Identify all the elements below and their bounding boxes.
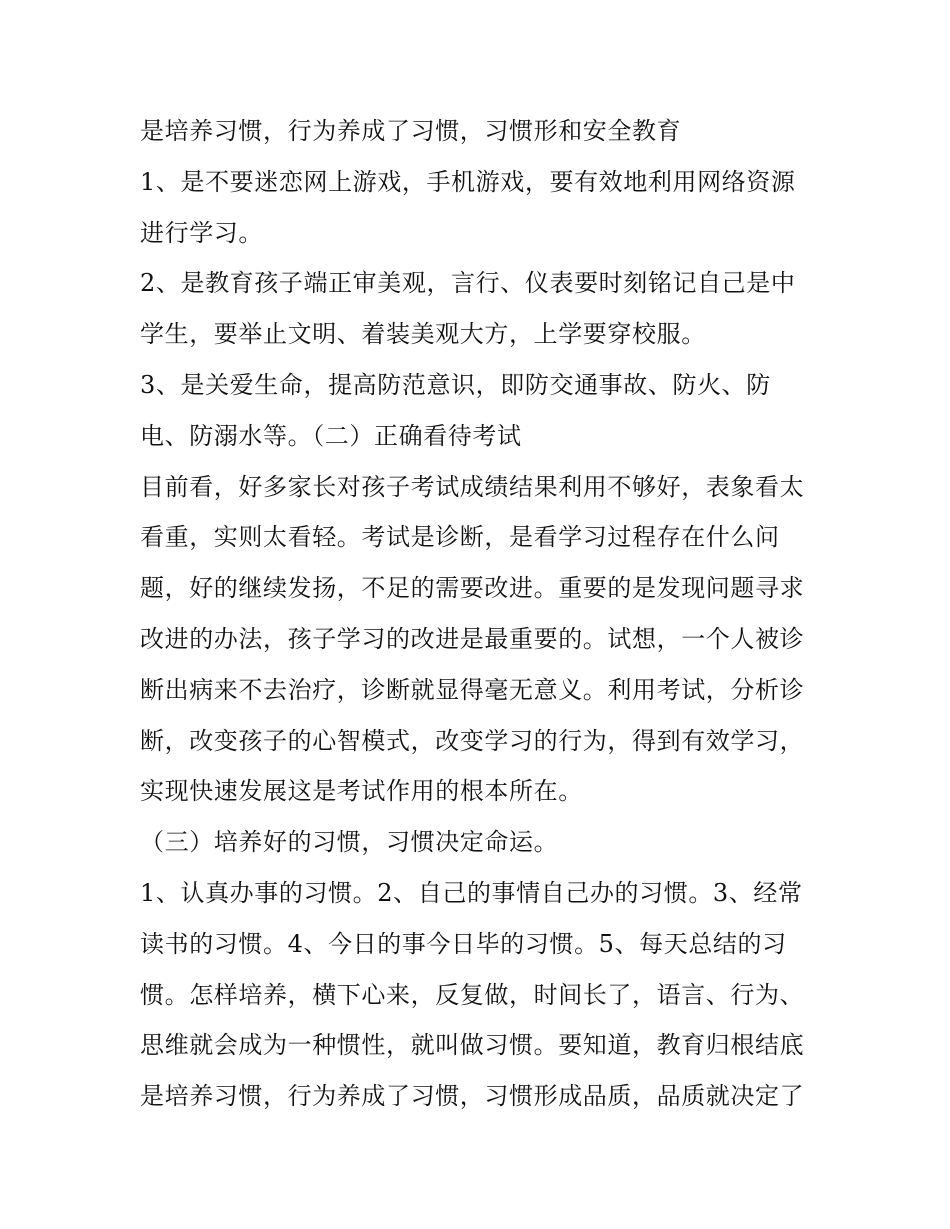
text-line: 题，好的继续发扬，不足的需要改进。重要的是发现问题寻求: [140, 574, 805, 603]
text-line: 3、是关爱生命，提高防范意识，即防交通事故、防火、防: [140, 370, 771, 399]
text-line: 电、防溺水等。（二）正确看待考试: [140, 421, 522, 450]
text-line: 进行学习。: [140, 218, 263, 247]
text-line: 断出病来不去治疗，诊断就显得毫无意义。利用考试，分析诊: [140, 675, 805, 704]
text-line: 目前看，好多家长对孩子考试成绩结果利用不够好，表象看太: [140, 472, 805, 501]
text-line: 2、是教育孩子端正审美观，言行、仪表要时刻铭记自己是中: [140, 269, 796, 298]
text-line: 看重，实则太看轻。考试是诊断，是看学习过程存在什么问: [140, 523, 780, 552]
text-line: 学生，要举止文明、着装美观大方，上学要穿校服。: [140, 320, 706, 349]
text-line: 思维就会成为一种惯性，就叫做习惯。要知道，教育归根结底: [140, 1031, 805, 1060]
text-line: 是培养习惯，行为养成了习惯，习惯形和安全教育: [140, 117, 682, 145]
text-line: （三）培养好的习惯，习惯决定命运。: [140, 828, 559, 857]
text-line: 实现快速发展这是考试作用的根本所在。: [140, 777, 583, 806]
text-line: 断，改变孩子的心智模式，改变学习的行为，得到有效学习，: [140, 726, 805, 755]
text-line: 改进的办法，孩子学习的改进是最重要的。试想，一个人被诊: [140, 624, 805, 653]
text-line: 是培养习惯，行为养成了习惯，习惯形成品质，品质就决定了: [140, 1082, 805, 1111]
text-line: 1、是不要迷恋网上游戏，手机游戏，要有效地利用网络资源: [140, 167, 796, 196]
document-text-body: [140, 106, 820, 1122]
text-line: 惯。怎样培养，横下心来，反复做，时间长了，语言、行为、: [140, 980, 805, 1009]
text-line: 1、认真办事的习惯。2、自己的事情自己办的习惯。3、经常: [140, 878, 803, 907]
text-line: 读书的习惯。4、今日的事今日毕的习惯。5、每天总结的习: [140, 929, 787, 958]
